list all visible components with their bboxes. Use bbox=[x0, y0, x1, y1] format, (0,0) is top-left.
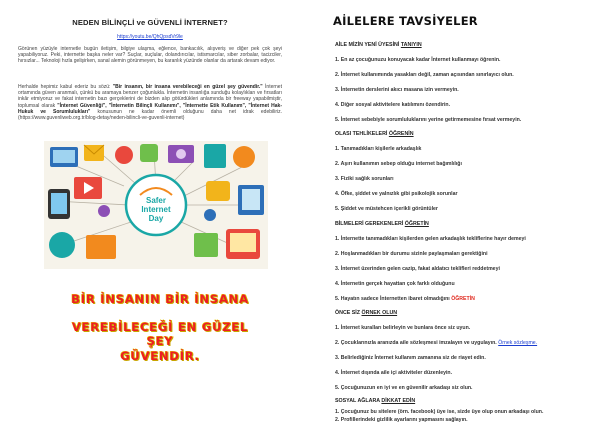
chat-icon bbox=[140, 144, 158, 162]
gamepad-icon bbox=[194, 233, 218, 257]
document-icon bbox=[204, 144, 226, 168]
section-heading-tanıyın: AİLE MİZİN YENİ ÜYESİNİ TANIYIN bbox=[335, 42, 422, 48]
list-item: 1. En az çocuğunuzu konuyacak kadar İnternet kullanmayı öğrenin. bbox=[335, 57, 501, 63]
list-item: 1. İnternette tanımadıkları kişilerden gelen arkadaşlık tekliflerine hayır demeyi bbox=[335, 236, 526, 242]
right-page bbox=[300, 0, 600, 424]
banner-text-safer: Safer bbox=[145, 196, 167, 205]
music-icon bbox=[115, 146, 133, 164]
user-icon bbox=[204, 209, 216, 221]
safer-internet-banner bbox=[44, 141, 268, 269]
banner-illustration bbox=[44, 141, 268, 269]
sample-contract-link[interactable]: Örnek sözleşme. bbox=[498, 340, 538, 346]
list-item: 1. Tanımadıkları kişilerle arkadaşlık bbox=[335, 146, 422, 152]
list-item: 2. Çocuklarınızla aranızda aile sözleşmesi imzalayın ve uygulayın. Örnek sözleşme. bbox=[335, 340, 538, 346]
list-item: 2. Profillerindeki gizlilik ayarlarını yapmasını sağlayın. bbox=[335, 417, 468, 423]
intro-paragraph: Görünen yüzüyle internetle bugün iletişim, bilgiye ulaşma, eğlence, bankacılık, alışveriş ve diğer pek çok şeyi yapabiliyoruz. Peki, internette başka neler var? Suçlar, suçlular, dolandırıcılar, istismarcılar, siber zorbalar, tacizciler, hırsızlar... Teknoloji hızla gelişirken, sanal alemin görünmeyen, bu karanlık yüzünde olanlar da artarak devam ediyor. bbox=[18, 46, 282, 65]
banner-text-internet: Internet bbox=[141, 205, 171, 214]
list-item: 5. Şiddet ve müstehcen içerikli görüntüler bbox=[335, 206, 438, 212]
slogan-line-1: BİR İNSANIN BİR İNSANA bbox=[71, 292, 249, 306]
globe-icon bbox=[233, 146, 255, 168]
list-item: 5. Hayatın sadece İnternetten ibaret olmadığını ÖĞRETİN bbox=[335, 296, 475, 302]
list-item: 3. İnternet üzerinden gelen cazip, fakat aldatıcı teklifleri reddetmeyi bbox=[335, 266, 500, 272]
section-heading-ogretin: BİLMELERİ GEREKENLERİ ÖĞRETİN bbox=[335, 221, 429, 227]
list-item: 1. Çocuğunuz bu sitelere (örn. facebook) üye ise, sizde üye olup onun arkadaşı olun. bbox=[335, 409, 544, 415]
cart-icon bbox=[86, 235, 116, 259]
list-item: 4. İnternetin gerçek hayattan çok farklı olduğunu bbox=[335, 281, 455, 287]
terms-text: "İnternet Güvenliği", "İnternetin Bilinçli Kullanımı", "İnternette Etik Kullanım", "İnternet Hak-Hukuk ve Sorumlulukları" bbox=[18, 102, 282, 115]
section-heading-ogrenin: OLASI TEHLİKELERİ ÖĞRENİN bbox=[335, 131, 414, 137]
list-item: 3. Belirlediğiniz İnternet kullanım zamanına siz de riayet edin. bbox=[335, 355, 486, 361]
section-heading-dikkat-edin: SOSYAL AĞLARA DİKKAT EDİN bbox=[335, 398, 416, 404]
list-item: 3. Fiziki sağlık sorunları bbox=[335, 176, 394, 182]
speech-icon bbox=[206, 181, 230, 201]
slogan-line-2: VEREBİLECEĞİ EN GÜZEL ŞEY bbox=[71, 320, 249, 348]
heart-icon bbox=[98, 205, 110, 217]
recommendations-title: AİLELERE TAVSİYELER bbox=[333, 14, 478, 28]
list-item: 4. Diğer sosyal aktivitelere katılımını özendirin. bbox=[335, 102, 451, 108]
quote-text: "Bir insanın, bir insana verebileceği en güzel şey güvendir." bbox=[112, 84, 263, 90]
youtube-link[interactable]: https://youtu.be/QhQpsdVr9le bbox=[117, 34, 183, 40]
list-item: 2. Hoşlanmadıkları bir durumu sizinle paylaşmaları gerektiğini bbox=[335, 251, 488, 257]
section-heading-ornek-olun: ÖNCE SİZ ÖRNEK OLUN bbox=[335, 310, 398, 316]
share-icon bbox=[49, 232, 75, 258]
list-item: 3. İnternetin derslerini akıcı masana izin vermeyin. bbox=[335, 87, 459, 93]
list-item: 5. İnternet sebebiyle sorumluluklarını yerine getirmemesine fırsat vermeyin. bbox=[335, 117, 522, 123]
highlight-ogretin: ÖĞRETİN bbox=[451, 296, 475, 302]
list-item: 5. Çocuğunuzun en iyi ve en güvenilir arkadaşı siz olun. bbox=[335, 385, 473, 391]
quote-paragraph: Herhalde hepimiz kabul ederiz bu sözü: "Bir insanın, bir insana verebileceği en güzel şey güvendir." İnternet ortamında güven aranmalı, çünkü bu aramaya benzer çoğunlukla. İnternetin insanlığa sunduğu kolaylıkları ve fırsatları inkâr etmiyoruz ve fakat internetin bazı gerçeklerini de bizden alıp götürdükleri anlamında bir freeway yapabilmiştir, toplumsal olarak "İnternet Güvenliği", "İnternetin Bilinçli Kullanımı", "İnternette Etik Kullanım", "İnternet Hak-Hukuk ve Sorumlulukları" konusunun ne kadar önemli olduğunu daha net idrak edebiliriz. (https://www.guvenliweb.org.tr/blog-detay/neden-bilincli-ve-guvenli-internet) bbox=[18, 84, 283, 122]
list-item: 2. İnternet kullanımında yasakları değil, zaman açısından sınırlayıcı olun. bbox=[335, 72, 514, 78]
list-item: 1. İnternet kuralları belirleyin ve bunlara önce siz uyun. bbox=[335, 325, 471, 331]
page-title: NEDEN BİLİNÇLİ ve GÜVENLİ İNTERNET? bbox=[72, 18, 228, 27]
list-item: 4. İnternet dışında aile içi aktiviteler düzenleyin. bbox=[335, 370, 453, 376]
banner-text-day: Day bbox=[148, 214, 164, 223]
list-item: 2. Aşırı kullanımın sebep olduğu internet bağımlılığı bbox=[335, 161, 462, 167]
list-item: 4. Öfke, şiddet ve yalnızlık gibi psikolojik sorunlar bbox=[335, 191, 458, 197]
slogan-line-3: GÜVENDİR. bbox=[120, 349, 200, 363]
